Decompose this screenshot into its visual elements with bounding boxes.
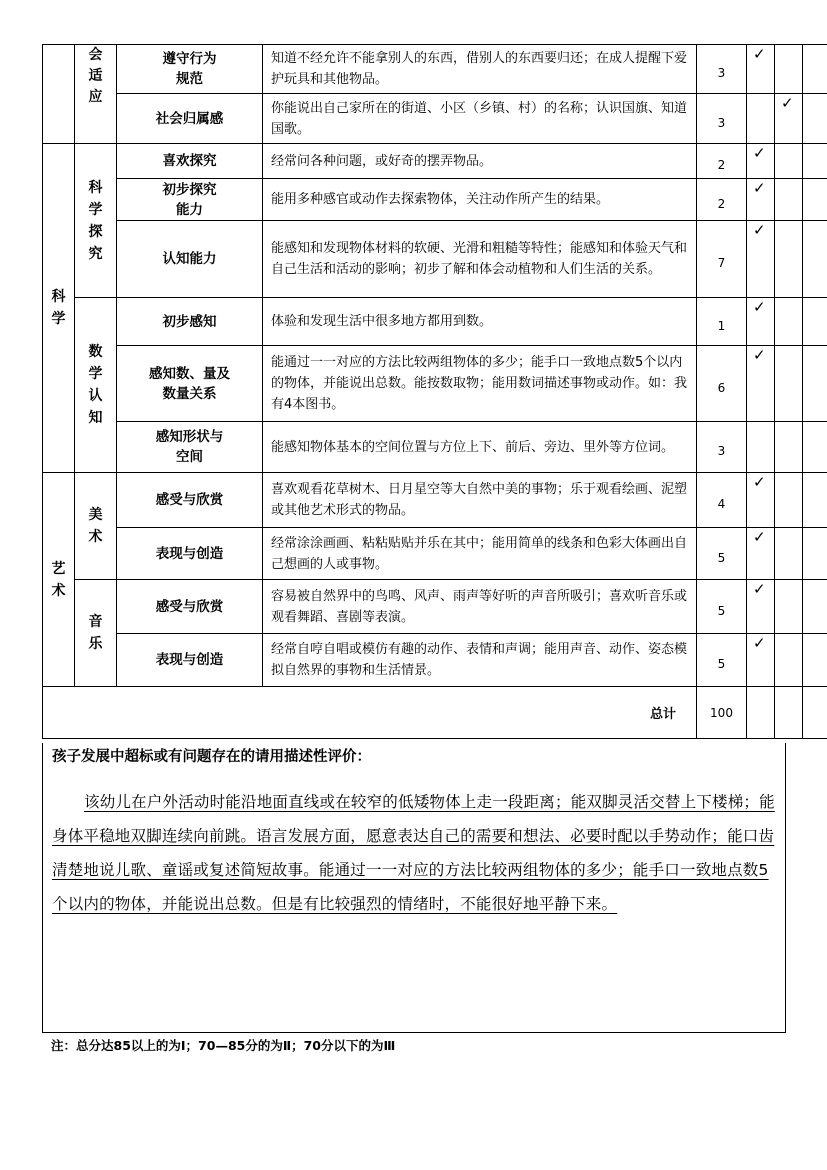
check-mark-icon: ✓	[753, 528, 766, 546]
level-1-cell	[747, 473, 775, 528]
item-score: 2	[697, 144, 747, 179]
level-3-cell	[803, 687, 827, 739]
check-mark-icon: ✓	[753, 45, 766, 63]
level-3-cell	[803, 221, 827, 298]
level-3-cell	[803, 580, 827, 634]
item-name: 感受与欣赏	[117, 580, 263, 634]
item-description: 容易被自然界中的鸟鸣、风声、雨声等好听的声音所吸引；喜欢听音乐或观看舞蹈、喜剧等表演。	[263, 580, 697, 634]
level-2-cell	[775, 528, 803, 580]
table-row	[43, 422, 827, 473]
item-score: 3	[697, 45, 747, 94]
level-1-cell	[747, 580, 775, 634]
descriptive-evaluation-box	[42, 743, 786, 1033]
check-mark-icon: ✓	[753, 179, 766, 197]
table-row	[43, 298, 827, 346]
item-description: 知道不经允许不能拿别人的东西，借别人的东西要归还；在成人提醒下爱护玩具和其他物品。	[263, 45, 697, 94]
item-name: 认知能力	[117, 221, 263, 298]
level-3-cell	[803, 179, 827, 221]
level-3-cell	[803, 634, 827, 687]
total-score: 100	[697, 687, 747, 739]
level-1-cell	[747, 45, 775, 94]
level-3-cell	[803, 45, 827, 94]
table-row	[43, 473, 827, 528]
item-score: 2	[697, 179, 747, 221]
level-2-cell	[775, 687, 803, 739]
level-1-cell	[747, 94, 775, 144]
level-2-cell	[775, 634, 803, 687]
descriptive-evaluation-heading: 孩子发展中超标或有问题存在的请用描述性评价：	[52, 749, 371, 765]
item-name: 感知形状与 空间	[117, 422, 263, 473]
item-description: 能通过一一对应的方法比较两组物体的多少；能手口一致地点数5个以内的物体，并能说出总数。能按数取物；能用数词描述事物或动作。如：我有4本图书。	[263, 346, 697, 422]
check-mark-icon: ✓	[753, 298, 766, 316]
table-row	[43, 634, 827, 687]
item-name: 初步探究 能力	[117, 179, 263, 221]
subdomain-social-adaptation: 会 适 应	[75, 45, 117, 144]
level-3-cell	[803, 94, 827, 144]
item-description: 能感知和发现物体材料的软硬、光滑和粗糙等特性；能感知和体验天气和自己生活和活动的影响；初步了解和体会动植物和人们生活的关系。	[263, 221, 697, 298]
level-2-cell	[775, 179, 803, 221]
descriptive-evaluation-content: 该幼儿在户外活动时能沿地面直线或在较窄的低矮物体上走一段距离；能双脚灵活交替上下楼梯；能身体平稳地双脚连续向前跳。语言发展方面，愿意表达自己的需要和想法、必要时配以手势动作；能口齿清楚地说儿歌、童谣或复述简短故事。能通过一一对应的方法比较两组物体的多少；能手口一致地点数5个以内的物体，并能说出总数。但是有比较强烈的情绪时，不能很好地平静下来。	[52, 793, 775, 913]
item-name: 初步感知	[117, 298, 263, 346]
table-row	[43, 346, 827, 422]
table-row	[43, 528, 827, 580]
scoring-note: 注：总分达85以上的为Ⅰ；70—85分的为Ⅱ；70分以下的为Ⅲ	[51, 1038, 396, 1053]
item-score: 7	[697, 221, 747, 298]
subdomain-music: 音 乐	[75, 580, 117, 687]
table-row	[43, 179, 827, 221]
level-1-cell	[747, 687, 775, 739]
item-name: 感受与欣赏	[117, 473, 263, 528]
item-score: 3	[697, 94, 747, 144]
level-2-cell	[775, 221, 803, 298]
item-description: 喜欢观看花草树木、日月星空等大自然中美的事物；乐于观看绘画、泥塑或其他艺术形式的物品。	[263, 473, 697, 528]
level-2-cell	[775, 422, 803, 473]
level-2-cell	[775, 298, 803, 346]
subdomain-fine-art: 美 术	[75, 473, 117, 580]
item-name: 表现与创造	[117, 634, 263, 687]
item-name: 表现与创造	[117, 528, 263, 580]
item-description: 能感知物体基本的空间位置与方位上下、前后、旁边、里外等方位词。	[263, 422, 697, 473]
level-2-cell	[775, 45, 803, 94]
domain-cell-social	[43, 45, 75, 144]
domain-art: 艺 术	[43, 473, 75, 687]
total-row	[43, 687, 827, 739]
item-score: 5	[697, 580, 747, 634]
item-score: 5	[697, 634, 747, 687]
table-row	[43, 580, 827, 634]
level-2-cell	[775, 580, 803, 634]
level-1-cell	[747, 144, 775, 179]
level-3-cell	[803, 473, 827, 528]
level-3-cell	[803, 346, 827, 422]
level-2-cell	[775, 94, 803, 144]
check-mark-icon: ✓	[753, 580, 766, 598]
item-description: 经常问各种问题，或好奇的摆弄物品。	[263, 144, 697, 179]
level-3-cell	[803, 144, 827, 179]
check-mark-icon: ✓	[753, 144, 766, 162]
level-3-cell	[803, 298, 827, 346]
level-1-cell	[747, 179, 775, 221]
item-description: 你能说出自己家所在的街道、小区（乡镇、村）的名称；认识国旗、知道国歌。	[263, 94, 697, 144]
table-row	[43, 144, 827, 179]
level-2-cell	[775, 473, 803, 528]
level-3-cell	[803, 528, 827, 580]
item-score: 1	[697, 298, 747, 346]
descriptive-evaluation-text	[52, 785, 782, 921]
table-row	[43, 45, 827, 94]
level-1-cell	[747, 346, 775, 422]
level-3-cell	[803, 422, 827, 473]
check-mark-icon: ✓	[753, 634, 766, 652]
item-score: 3	[697, 422, 747, 473]
evaluation-table	[42, 44, 827, 739]
level-1-cell	[747, 298, 775, 346]
item-description: 经常涂涂画画、粘粘贴贴并乐在其中；能用简单的线条和色彩大体画出自己想画的人或事物。	[263, 528, 697, 580]
level-1-cell	[747, 528, 775, 580]
item-description: 能用多种感官或动作去探索物体，关注动作所产生的结果。	[263, 179, 697, 221]
subdomain-math-cognition: 数 学 认 知	[75, 298, 117, 473]
item-name: 遵守行为 规范	[117, 45, 263, 94]
item-description: 体验和发现生活中很多地方都用到数。	[263, 298, 697, 346]
check-mark-icon: ✓	[753, 346, 766, 364]
item-score: 5	[697, 528, 747, 580]
item-name: 社会归属感	[117, 94, 263, 144]
subdomain-scientific-inquiry: 科 学 探 究	[75, 144, 117, 298]
item-name: 感知数、量及 数量关系	[117, 346, 263, 422]
check-mark-icon: ✓	[753, 473, 766, 491]
check-mark-icon: ✓	[781, 94, 794, 112]
level-2-cell	[775, 346, 803, 422]
table-row	[43, 221, 827, 298]
level-1-cell	[747, 221, 775, 298]
item-score: 6	[697, 346, 747, 422]
level-1-cell	[747, 634, 775, 687]
domain-science: 科 学	[43, 144, 75, 473]
total-label: 总计	[43, 687, 697, 739]
item-description: 经常自哼自唱或模仿有趣的动作、表情和声调；能用声音、动作、姿态模拟自然界的事物和生活情景。	[263, 634, 697, 687]
item-score: 4	[697, 473, 747, 528]
level-1-cell	[747, 422, 775, 473]
item-name: 喜欢探究	[117, 144, 263, 179]
level-2-cell	[775, 144, 803, 179]
check-mark-icon: ✓	[753, 221, 766, 239]
table-row	[43, 94, 827, 144]
